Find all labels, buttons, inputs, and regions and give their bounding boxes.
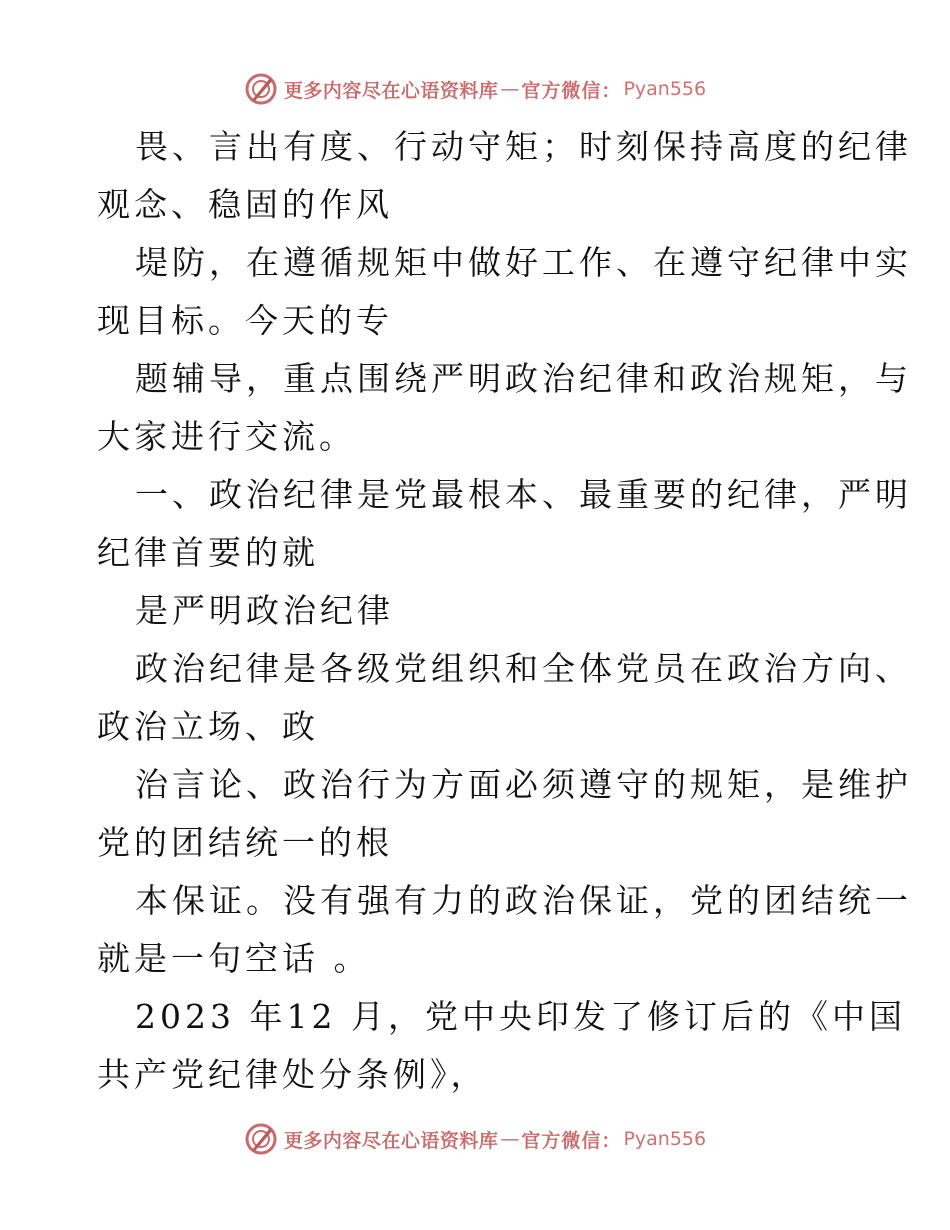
paragraph-line-1: 畏、言出有度、行动守矩；时刻保持高度的纪律 [135, 127, 912, 166]
paragraph [97, 118, 912, 234]
paragraph-line-1: 治言论、政治行为方面必须遵守的规矩，是维护 [135, 765, 912, 804]
paragraph [97, 350, 912, 466]
section-heading [97, 466, 912, 582]
paragraph-line-2: 观念、稳固的作风 [97, 185, 393, 224]
paragraph-line-2: 大家进行交流。 [97, 417, 356, 456]
watermark-separator: — [500, 78, 520, 100]
paragraph-line-1: 是严明政治纪律 [135, 591, 394, 630]
paragraph-line-1: 本保证。没有强有力的政治保证，党的团结统一 [135, 881, 912, 920]
watermark-label: 官方微信： [521, 1129, 622, 1152]
paragraph [97, 640, 912, 756]
paragraph [97, 234, 912, 350]
paragraph-line-1: 政治纪律是各级党组织和全体党员在政治方向、 [135, 649, 912, 688]
watermark-separator: — [500, 1128, 520, 1150]
footer-watermark [0, 1122, 950, 1156]
paragraph-line-1: 题辅导，重点围绕严明政治纪律和政治规矩，与 [135, 359, 912, 398]
paragraph-line-2: 纪律首要的就 [97, 533, 319, 572]
quill-logo-icon [244, 72, 278, 106]
paragraph-line-2: 党的团结统一的根 [97, 823, 393, 862]
watermark-site-text: 更多内容尽在心语资料库 [283, 1129, 499, 1152]
paragraph-line-2: 政治立场、政 [97, 707, 319, 746]
paragraph-line-1: 一、政治纪律是党最根本、最重要的纪律，严明 [135, 475, 912, 514]
paragraph-line-2: 现目标。今天的专 [97, 301, 393, 340]
paragraph-line-1: 2023 年12 月，党中央印发了修订后的《中国 [135, 997, 906, 1036]
watermark-wechat-id: Pyan556 [623, 1128, 707, 1150]
paragraph-line-2: 共产党纪律处分条例》， [97, 1055, 488, 1094]
paragraph-line-1: 堤防，在遵循规矩中做好工作、在遵守纪律中实 [135, 243, 912, 282]
section-heading-continued [97, 582, 853, 640]
header-watermark [0, 72, 950, 106]
watermark-site-text: 更多内容尽在心语资料库 [283, 79, 499, 102]
watermark-label: 官方微信： [521, 79, 622, 102]
quill-logo-icon [244, 1122, 278, 1156]
paragraph [97, 872, 912, 988]
paragraph [97, 756, 912, 872]
paragraph-line-2: 就是一句空话 。 [97, 939, 371, 978]
paragraph [97, 988, 906, 1104]
watermark-wechat-id: Pyan556 [623, 78, 707, 100]
document-body [97, 118, 912, 1104]
